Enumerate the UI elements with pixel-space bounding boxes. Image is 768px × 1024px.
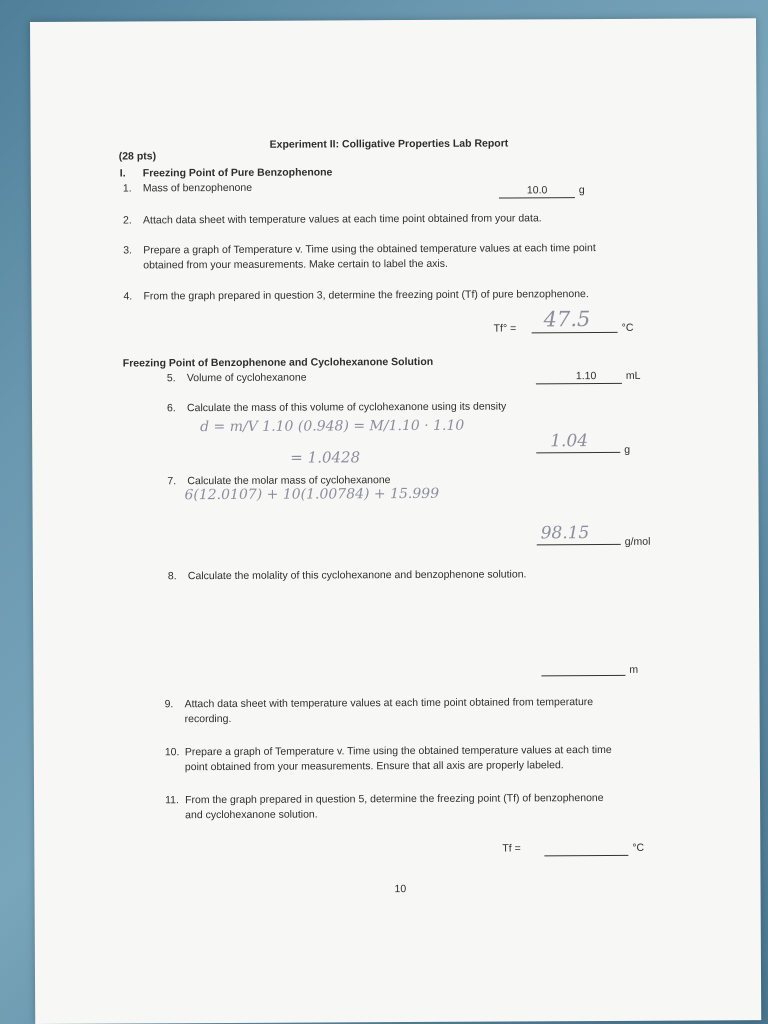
q7-answer-line — [537, 544, 621, 545]
section2-title: Freezing Point of Benzophenone and Cyclohexanone Solution — [122, 355, 434, 370]
q9-number: 9. — [164, 698, 174, 711]
q4-handwritten-answer: 47.5 — [543, 307, 591, 332]
q11-number: 11. — [165, 794, 179, 807]
q1-text: Mass of benzophenone — [142, 181, 253, 195]
q4-label: Tf° = — [493, 322, 517, 335]
page-number: 10 — [394, 883, 407, 896]
q1-unit: g — [578, 184, 585, 197]
q1-value: 10.0 — [526, 184, 548, 197]
q6-handwritten-work-line1: d = m/V 1.10 (0.948) = M/1.10 · 1.10 — [200, 417, 465, 436]
q6-answer-line — [536, 452, 620, 453]
q11-label: Tf = — [502, 842, 521, 855]
q7-handwritten-work: 6(12.0107) + 10(1.00784) + 15.999 — [184, 485, 440, 504]
section1-number: I. — [119, 167, 126, 180]
q7-number: 7. — [167, 475, 177, 488]
q4-number: 4. — [123, 290, 133, 303]
q3-number: 3. — [123, 244, 132, 257]
q4-text: From the graph prepared in question 3, determine the freezing point (Tf) of pure benzophenone. — [143, 288, 589, 303]
report-title: Experiment II: Colligative Properties Lab Report — [269, 137, 509, 151]
q9-text-line1: Attach data sheet with temperature values at each time point obtained from temperature — [184, 696, 594, 711]
section1-title: Freezing Point of Pure Benzophenone — [142, 166, 333, 180]
q5-number: 5. — [166, 372, 176, 385]
q11-text-line2: and cyclohexanone solution. — [185, 808, 318, 822]
q3-text-line1: Prepare a graph of Temperature v. Time using the obtained temperature values at each time point — [143, 242, 596, 257]
q9-text-line2: recording. — [184, 712, 232, 726]
q11-unit: °C — [632, 841, 645, 854]
q1-number: 1. — [122, 182, 132, 195]
q1-answer-line — [499, 197, 575, 198]
q5-answer-line — [536, 383, 622, 384]
q3-text-line2: obtained from your measurements. Make certain to label the axis. — [143, 257, 448, 272]
q11-text-line1: From the graph prepared in question 5, determine the freezing point (Tf) of benzophenone — [185, 792, 604, 807]
q5-unit: mL — [625, 369, 641, 382]
q4-answer-line — [532, 332, 618, 333]
q7-text: Calculate the molar mass of cyclohexanone — [187, 474, 391, 488]
q10-number: 10. — [164, 746, 180, 759]
q7-handwritten-answer: 98.15 — [540, 523, 590, 544]
q2-text: Attach data sheet with temperature values at each time point obtained from your data. — [143, 212, 542, 227]
q8-answer-line — [541, 675, 625, 676]
q6-text: Calculate the mass of this volume of cyclohexanone using its density — [186, 400, 507, 415]
q11-answer-line — [544, 855, 628, 856]
q6-unit: g — [624, 443, 631, 456]
q2-number: 2. — [123, 214, 132, 227]
q6-handwritten-answer: 1.04 — [550, 431, 589, 452]
q10-text-line2: point obtained from your measurements. Ensure that all axis are properly labeled. — [184, 759, 564, 774]
q7-unit: g/mol — [624, 535, 651, 548]
q6-number: 6. — [166, 402, 176, 415]
q10-text-line1: Prepare a graph of Temperature v. Time using the obtained temperature values at each time — [184, 743, 612, 759]
q5-text: Volume of cyclohexanone — [186, 371, 307, 385]
q6-handwritten-work-line2: = 1.0428 — [290, 448, 361, 467]
q8-unit: m — [629, 663, 639, 676]
points-label: (28 pts) — [118, 150, 157, 163]
lab-report-page — [30, 18, 761, 1024]
q4-unit: °C — [621, 321, 634, 334]
q8-text: Calculate the molality of this cyclohexanone and benzophenone solution. — [187, 568, 527, 583]
q8-number: 8. — [167, 570, 177, 583]
q5-value: 1.10 — [575, 370, 597, 383]
